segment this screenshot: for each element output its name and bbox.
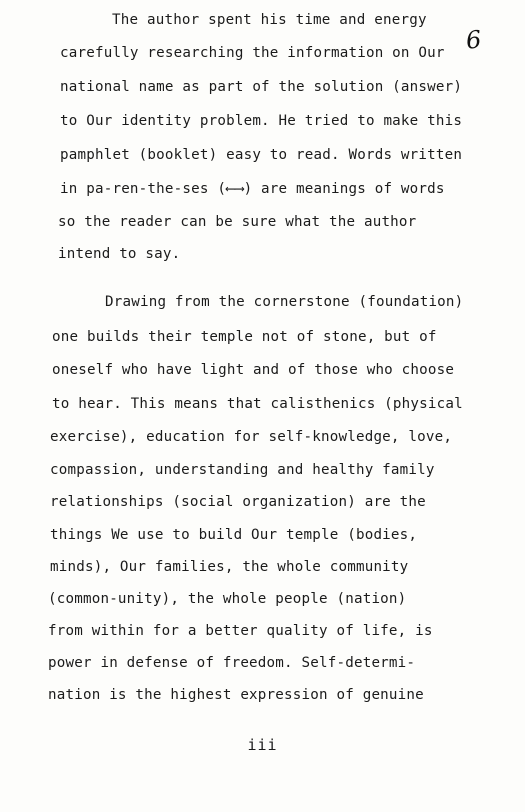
text-line: to hear. This means that calisthenics (physical: [52, 396, 463, 412]
text-line: one builds their temple not of stone, but of: [52, 329, 437, 345]
text-line: minds), Our families, the whole community: [50, 559, 409, 575]
text-line: intend to say.: [58, 246, 181, 262]
text-line: nation is the highest expression of genuine: [48, 687, 424, 703]
text-line: compassion, understanding and healthy family: [50, 462, 435, 478]
text-line: from within for a better quality of life, is: [48, 623, 433, 639]
text-line: so the reader can be sure what the author: [58, 214, 417, 230]
handwritten-page-mark: 6: [464, 25, 483, 55]
text-line: pamphlet (booklet) easy to read. Words written: [60, 147, 463, 163]
text-line: relationships (social organization) are the: [50, 494, 426, 510]
page-number: iii: [247, 736, 278, 754]
text-line: carefully researching the information on Our: [60, 45, 445, 61]
text-line: power in defense of freedom. Self-determi-: [48, 655, 416, 671]
text-line: Drawing from the cornerstone (foundation): [105, 294, 464, 310]
text-line: The author spent his time and energy: [112, 12, 427, 28]
text-line: national name as part of the solution (answer): [60, 79, 463, 95]
text-line: oneself who have light and of those who choose: [52, 362, 455, 378]
text-line: in pa-ren-the-ses (⟵⟶) are meanings of words: [60, 181, 445, 197]
text-line: exercise), education for self-knowledge, love,: [50, 429, 453, 445]
text-line: (common-unity), the whole people (nation): [48, 591, 407, 607]
text-line: things We use to build Our temple (bodies,: [50, 527, 418, 543]
text-line: to Our identity problem. He tried to make this: [60, 113, 463, 129]
